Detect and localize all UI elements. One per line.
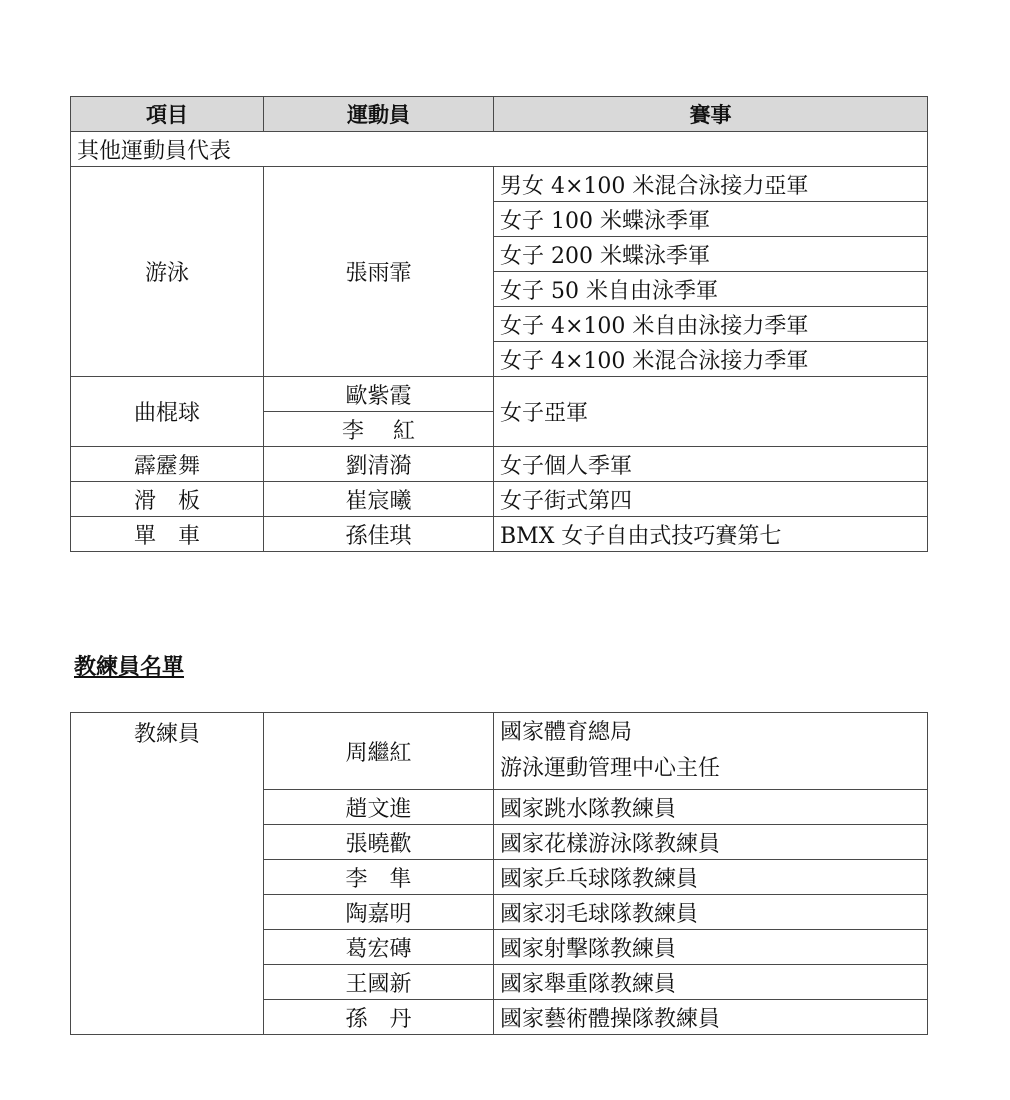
event-cell: BMX 女子自由式技巧賽第七 bbox=[494, 517, 928, 552]
coach-role-cell: 國家乒乓球隊教練員 bbox=[494, 860, 928, 895]
coach-role-cell: 國家跳水隊教練員 bbox=[494, 790, 928, 825]
coach-role-cell: 國家藝術體操隊教練員 bbox=[494, 1000, 928, 1035]
coach-name-cell: 李 隼 bbox=[264, 860, 494, 895]
sport-cell: 游泳 bbox=[71, 167, 264, 377]
event-cell: 女子 50 米自由泳季軍 bbox=[494, 272, 928, 307]
header-sport: 項目 bbox=[71, 97, 264, 132]
coach-role-cell: 國家羽毛球隊教練員 bbox=[494, 895, 928, 930]
table-row bbox=[71, 482, 928, 517]
event-cell: 女子 4×100 米自由泳接力季軍 bbox=[494, 307, 928, 342]
athlete-cell: 孫佳琪 bbox=[264, 517, 494, 552]
table-row bbox=[71, 713, 928, 790]
coach-name-cell: 葛宏磚 bbox=[264, 930, 494, 965]
event-cell: 女子 4×100 米混合泳接力季軍 bbox=[494, 342, 928, 377]
sport-cell: 曲棍球 bbox=[71, 377, 264, 447]
coach-name-cell: 周繼紅 bbox=[264, 713, 494, 790]
athlete-cell: 崔宸曦 bbox=[264, 482, 494, 517]
event-cell: 女子街式第四 bbox=[494, 482, 928, 517]
athlete-cell: 歐紫霞 bbox=[264, 377, 494, 412]
table-row bbox=[71, 447, 928, 482]
coach-role-cell: 國家舉重隊教練員 bbox=[494, 965, 928, 1000]
coach-name-cell: 孫 丹 bbox=[264, 1000, 494, 1035]
athlete-cell: 張雨霏 bbox=[264, 167, 494, 377]
coach-name-cell: 趙文進 bbox=[264, 790, 494, 825]
sport-cell: 滑 板 bbox=[71, 482, 264, 517]
table-row bbox=[71, 167, 928, 202]
sport-cell: 單 車 bbox=[71, 517, 264, 552]
athletes-table bbox=[70, 96, 928, 552]
athlete-cell: 李 紅 bbox=[264, 412, 494, 447]
coaches-table bbox=[70, 712, 928, 1035]
coach-name-cell: 張曉歡 bbox=[264, 825, 494, 860]
event-cell: 女子 200 米蝶泳季軍 bbox=[494, 237, 928, 272]
coach-role-line: 游泳運動管理中心主任 bbox=[500, 756, 721, 781]
header-athlete: 運動員 bbox=[264, 97, 494, 132]
coaches-section-title: 教練員名單 bbox=[74, 654, 185, 680]
athlete-cell: 劉清漪 bbox=[264, 447, 494, 482]
table-row bbox=[71, 377, 928, 412]
coach-role-line: 國家體育總局 bbox=[500, 720, 633, 745]
section-row bbox=[71, 132, 928, 167]
header-event: 賽事 bbox=[494, 97, 928, 132]
coach-name-cell: 王國新 bbox=[264, 965, 494, 1000]
coach-role-cell: 國家花樣游泳隊教練員 bbox=[494, 825, 928, 860]
coach-name-cell: 陶嘉明 bbox=[264, 895, 494, 930]
coach-role-cell: 國家射擊隊教練員 bbox=[494, 930, 928, 965]
event-cell: 男女 4×100 米混合泳接力亞軍 bbox=[494, 167, 928, 202]
category-cell: 教練員 bbox=[71, 713, 264, 1035]
event-cell: 女子 100 米蝶泳季軍 bbox=[494, 202, 928, 237]
event-cell: 女子亞軍 bbox=[494, 377, 928, 447]
table-header-row bbox=[71, 97, 928, 132]
sport-cell: 霹靂舞 bbox=[71, 447, 264, 482]
event-cell: 女子個人季軍 bbox=[494, 447, 928, 482]
table-row bbox=[71, 517, 928, 552]
section-label: 其他運動員代表 bbox=[71, 132, 928, 167]
coach-role-cell bbox=[494, 713, 928, 790]
